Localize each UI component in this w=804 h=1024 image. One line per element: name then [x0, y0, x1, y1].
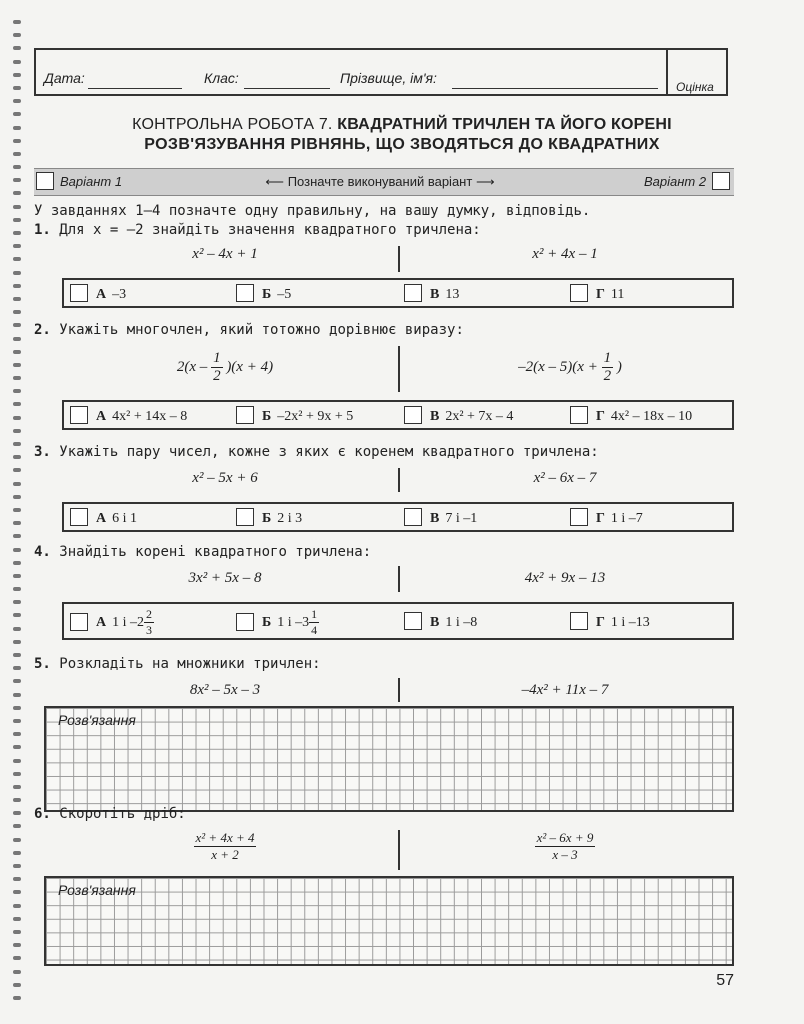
q4-variant2-expression: 4x² + 9x – 13 [524, 570, 606, 586]
q4-option-b-fraction [309, 607, 319, 638]
test-title [0, 116, 804, 134]
q1-variant2-expression: x² + 4x – 1 [532, 246, 598, 262]
spiral-ring [13, 759, 21, 763]
q2-v1-numerator: 1 [213, 350, 221, 366]
q1-text: Для x = –2 знайдіть значення квадратного тричлена: [59, 222, 481, 238]
q5-variant2-expression: –4x² + 11x – 7 [521, 682, 609, 698]
spiral-ring [13, 824, 21, 828]
spiral-ring [13, 798, 21, 802]
spiral-ring [13, 284, 21, 288]
q6-prompt [34, 806, 186, 822]
q3-prompt [34, 444, 599, 460]
q6-v1-fraction [194, 830, 257, 863]
q2-text: Укажіть многочлен, який тотожно дорівнює виразу: [59, 322, 464, 338]
grade-label: Оцінка [676, 80, 714, 94]
q6-v1-denominator: x + 2 [211, 847, 239, 862]
date-label: Дата: [44, 70, 85, 86]
q6-divider [398, 830, 400, 870]
q4-option-b-numerator: 1 [311, 607, 318, 621]
q4-prompt [34, 544, 371, 560]
spiral-ring [13, 851, 21, 855]
q5-number: 5. [34, 656, 51, 672]
spiral-ring [13, 73, 21, 77]
spiral-ring [13, 838, 21, 842]
spiral-binding [10, 20, 24, 1010]
q4-divider [398, 566, 400, 592]
q1-option-a-letter: А [96, 287, 107, 302]
q1-answers [62, 278, 734, 308]
q1-divider [398, 246, 400, 272]
q2-option-a-value: 4x² + 14x – 8 [112, 409, 188, 424]
spiral-ring [13, 693, 21, 697]
q2-option-c-value: 2x² + 7x – 4 [445, 409, 514, 424]
q2-option-c-checkbox[interactable] [404, 406, 422, 424]
q1-option-b-value: –5 [277, 287, 292, 302]
q2-v1-part-b: )(x + 4) [226, 358, 274, 375]
q1-number: 1. [34, 222, 51, 238]
q3-option-b[interactable] [236, 509, 302, 527]
name-field[interactable] [452, 88, 658, 89]
q2-option-b-checkbox[interactable] [236, 406, 254, 424]
q2-option-c-letter: В [430, 409, 440, 424]
q5-variant1-expression: 8x² – 5x – 3 [189, 682, 261, 698]
q4-option-b[interactable] [236, 607, 319, 638]
q1-option-b-letter: Б [262, 287, 272, 302]
q5-solution-grid[interactable] [44, 706, 734, 812]
spiral-ring [13, 363, 21, 367]
q1-option-a[interactable] [70, 285, 126, 303]
q4-option-a-fraction [144, 607, 154, 638]
q1-option-b-checkbox[interactable] [236, 284, 254, 302]
q1-option-d-value: 11 [610, 287, 625, 302]
q1-variant1-expression: x² – 4x + 1 [192, 246, 258, 262]
q2-variant1-expression [130, 350, 320, 385]
q4-option-b-value: 1 і –3 [277, 615, 310, 631]
spiral-ring [13, 983, 21, 987]
spiral-ring [13, 864, 21, 868]
q1-prompt [34, 222, 481, 238]
spiral-ring [13, 482, 21, 486]
q2-v2-part-a: –2(x – 5)(x + [518, 358, 598, 375]
test-title-topic: КВАДРАТНИЙ ТРИЧЛЕН ТА ЙОГО КОРЕНІ [337, 116, 672, 133]
variant-hint-text: Позначте виконуваний варіант [287, 174, 473, 189]
spiral-ring [13, 416, 21, 420]
variant-hint [230, 174, 530, 190]
spiral-ring [13, 455, 21, 459]
spiral-ring [13, 653, 21, 657]
spiral-ring [13, 389, 21, 393]
spiral-ring [13, 956, 21, 960]
q5-solution-label: Розв'язання [58, 712, 136, 728]
spiral-ring [13, 33, 21, 37]
spiral-ring [13, 574, 21, 578]
q2-option-b[interactable] [236, 407, 353, 425]
spiral-ring [13, 877, 21, 881]
spiral-ring [13, 244, 21, 248]
spiral-ring [13, 297, 21, 301]
q6-v2-denominator: x – 3 [552, 847, 578, 862]
spiral-ring [13, 86, 21, 90]
spiral-ring [13, 666, 21, 670]
q2-option-a[interactable] [70, 407, 187, 425]
q4-option-d-letter: Г [596, 615, 605, 630]
q3-option-d-value: 1 і –7 [610, 511, 643, 526]
variant2-label: Варіант 2 [644, 174, 707, 189]
spiral-ring [13, 600, 21, 604]
q2-v2-part-b: ) [616, 358, 622, 375]
spiral-ring [13, 679, 21, 683]
spiral-ring [13, 218, 21, 222]
q6-variant2-expression [490, 830, 640, 863]
class-label: Клас: [204, 70, 239, 86]
q2-v2-denominator: 2 [603, 368, 612, 384]
q6-v2-numerator: x² – 6x + 9 [536, 830, 594, 845]
spiral-ring [13, 890, 21, 894]
q4-option-d-value: 1 і –13 [610, 615, 650, 630]
spiral-ring [13, 970, 21, 974]
spiral-ring [13, 191, 21, 195]
q4-option-a-letter: А [96, 615, 107, 631]
q4-number: 4. [34, 544, 51, 560]
q4-option-a[interactable] [70, 607, 154, 638]
q4-option-c[interactable] [404, 613, 477, 631]
q4-option-b-denominator: 4 [311, 623, 318, 637]
spiral-ring [13, 996, 21, 1000]
q3-option-a-value: 6 і 1 [112, 511, 138, 526]
spiral-ring [13, 46, 21, 50]
spiral-ring [13, 468, 21, 472]
q1-option-c-checkbox[interactable] [404, 284, 422, 302]
spiral-ring [13, 811, 21, 815]
q5-text: Розкладіть на множники тричлен: [59, 656, 321, 672]
variant1-checkbox[interactable] [36, 172, 54, 190]
q1-option-d[interactable] [570, 285, 624, 303]
spiral-ring [13, 732, 21, 736]
q3-option-c-value: 7 і –1 [445, 511, 478, 526]
arrow-right-icon: ⟶ [475, 174, 495, 189]
spiral-ring [13, 745, 21, 749]
q1-option-b[interactable] [236, 285, 291, 303]
q2-v2-fraction [602, 350, 614, 385]
q2-option-a-letter: А [96, 409, 107, 424]
q3-option-c[interactable] [404, 509, 477, 527]
spiral-ring [13, 534, 21, 538]
name-label: Прізвище, ім'я: [340, 70, 437, 86]
q3-option-c-checkbox[interactable] [404, 508, 422, 526]
q3-option-b-value: 2 і 3 [277, 511, 303, 526]
q2-v1-fraction [211, 350, 223, 385]
q3-variant2-expression: x² – 6x – 7 [533, 470, 597, 486]
q1-option-a-checkbox[interactable] [70, 284, 88, 302]
spiral-ring [13, 60, 21, 64]
q1-option-c[interactable] [404, 285, 459, 303]
test-title-prefix: КОНТРОЛЬНА РОБОТА 7. [132, 116, 333, 133]
variant2-checkbox[interactable] [712, 172, 730, 190]
spiral-ring [13, 587, 21, 591]
spiral-ring [13, 310, 21, 314]
q4-text: Знайдіть корені квадратного тричлена: [59, 544, 372, 560]
q1-option-c-value: 13 [445, 287, 460, 302]
q2-option-d-letter: Г [596, 409, 605, 424]
q3-option-d-letter: Г [596, 511, 605, 526]
q4-option-c-value: 1 і –8 [445, 615, 478, 630]
spiral-ring [13, 785, 21, 789]
q6-variant1-expression [150, 830, 300, 863]
spiral-ring [13, 521, 21, 525]
variant1-label: Варіант 1 [60, 174, 123, 189]
q3-number: 3. [34, 444, 51, 460]
q3-option-b-letter: Б [262, 511, 272, 526]
q3-divider [398, 468, 400, 492]
q3-option-a-letter: А [96, 511, 107, 526]
spiral-ring [13, 402, 21, 406]
q4-option-b-checkbox[interactable] [236, 613, 254, 631]
spiral-ring [13, 99, 21, 103]
q3-answers [62, 502, 734, 532]
q3-option-c-letter: В [430, 511, 440, 526]
spiral-ring [13, 20, 21, 24]
spiral-ring [13, 231, 21, 235]
q3-variant1-expression: x² – 5x + 6 [192, 470, 258, 486]
spiral-ring [13, 943, 21, 947]
spiral-ring [13, 627, 21, 631]
q2-v1-denominator: 2 [213, 368, 221, 384]
page-number: 57 [716, 972, 734, 989]
spiral-ring [13, 904, 21, 908]
spiral-ring [13, 429, 21, 433]
spiral-ring [13, 178, 21, 182]
q2-option-a-checkbox[interactable] [70, 406, 88, 424]
q2-option-d-value: 4x² – 18x – 10 [610, 409, 693, 424]
q3-option-a-checkbox[interactable] [70, 508, 88, 526]
q4-answers [62, 602, 734, 640]
q2-number: 2. [34, 322, 51, 338]
q1-option-d-letter: Г [596, 287, 605, 302]
q4-option-b-letter: Б [262, 615, 272, 631]
spiral-ring [13, 719, 21, 723]
spiral-ring [13, 561, 21, 565]
spiral-ring [13, 337, 21, 341]
q3-option-b-checkbox[interactable] [236, 508, 254, 526]
q6-number: 6. [34, 806, 51, 822]
spiral-ring [13, 205, 21, 209]
q2-option-b-value: –2x² + 9x + 5 [277, 409, 354, 424]
spiral-ring [13, 930, 21, 934]
spiral-ring [13, 917, 21, 921]
date-field[interactable] [88, 88, 182, 89]
q2-option-b-letter: Б [262, 409, 272, 424]
q2-v2-numerator: 1 [603, 350, 612, 366]
q4-option-a-value: 1 і –2 [112, 615, 145, 631]
q3-option-d-checkbox[interactable] [570, 508, 588, 526]
q2-v1-part-a: 2(x – [176, 358, 208, 375]
spiral-ring [13, 640, 21, 644]
arrow-left-icon: ⟵ [265, 174, 285, 189]
q6-solution-label: Розв'язання [58, 882, 136, 898]
q4-option-d-checkbox[interactable] [570, 612, 588, 630]
q4-option-d[interactable] [570, 613, 650, 631]
q2-option-d-checkbox[interactable] [570, 406, 588, 424]
q3-option-a[interactable] [70, 509, 137, 527]
q4-variant1-expression: 3x² + 5x – 8 [188, 570, 262, 586]
q6-text: Скоротіть дріб: [59, 806, 186, 822]
q1-option-a-value: –3 [112, 287, 127, 302]
q2-variant2-expression [470, 350, 670, 385]
q6-solution-grid[interactable] [44, 876, 734, 966]
class-field[interactable] [244, 88, 330, 89]
q6-v2-fraction [535, 830, 596, 863]
grade-separator [666, 48, 668, 96]
test-subtitle: РОЗВ'ЯЗУВАННЯ РІВНЯНЬ, ЩО ЗВОДЯТЬСЯ ДО КВАДРАТНИХ [144, 136, 660, 153]
q1-option-c-letter: В [430, 287, 440, 302]
q2-answers [62, 400, 734, 430]
spiral-ring [13, 323, 21, 327]
spiral-ring [13, 376, 21, 380]
spiral-ring [13, 613, 21, 617]
spiral-ring [13, 271, 21, 275]
q3-text: Укажіть пару чисел, кожне з яких є коренем квадратного тричлена: [59, 444, 599, 460]
q4-option-a-denominator: 3 [146, 623, 153, 637]
spiral-ring [13, 495, 21, 499]
spiral-ring [13, 706, 21, 710]
q5-prompt [34, 656, 321, 672]
q2-option-d[interactable] [570, 407, 692, 425]
q2-divider [398, 346, 400, 392]
spiral-ring [13, 350, 21, 354]
q2-option-c[interactable] [404, 407, 513, 425]
q4-option-a-checkbox[interactable] [70, 613, 88, 631]
q1-option-d-checkbox[interactable] [570, 284, 588, 302]
instruction-text: У завданнях 1–4 позначте одну правильну, на вашу думку, відповідь. [34, 203, 591, 219]
spiral-ring [13, 548, 21, 552]
spiral-ring [13, 442, 21, 446]
q6-v1-numerator: x² + 4x + 4 [195, 830, 255, 845]
q4-option-a-numerator: 2 [146, 607, 153, 621]
q3-option-d[interactable] [570, 509, 643, 527]
spiral-ring [13, 165, 21, 169]
q5-divider [398, 678, 400, 702]
spiral-ring [13, 772, 21, 776]
q4-option-c-letter: В [430, 615, 440, 630]
q4-option-c-checkbox[interactable] [404, 612, 422, 630]
spiral-ring [13, 257, 21, 261]
spiral-ring [13, 508, 21, 512]
q2-prompt [34, 322, 464, 338]
